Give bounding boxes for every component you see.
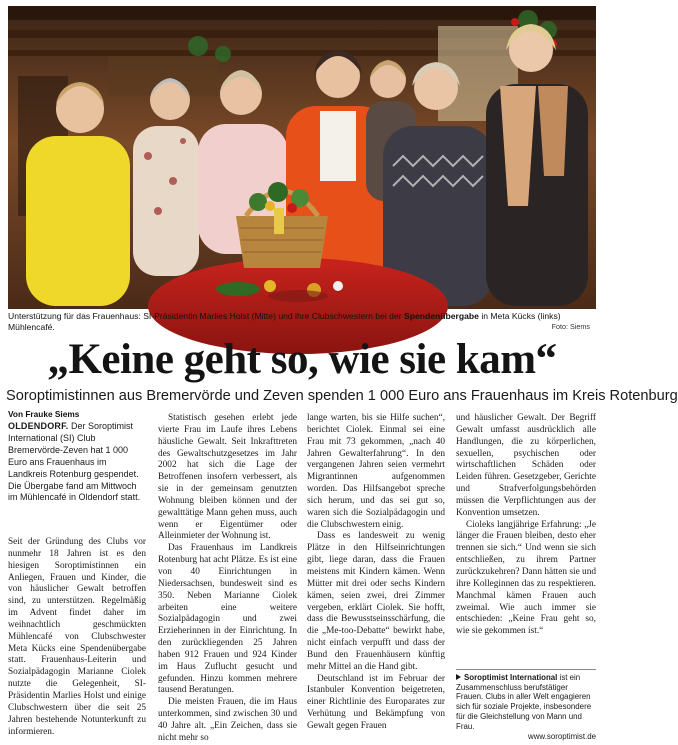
paragraph: Statistisch gesehen erlebt jede vierte Frau im Laufe ihres Lebens häusliche Gewalt. Seit Inkrafttreten des Gewaltschutzgesetzes im Jahr 2002 hat sich die Lage der Betroffenen insofern verbessert, als sie in der gemeinsam genutzten Wohnung bleiben können und der gewalttätige Mann gehen muss, auch wenn er Eigentümer oder Alleinmieter der Wohnung ist. (158, 413, 297, 542)
photo-caption (8, 311, 596, 333)
article-column-1 (8, 537, 146, 738)
paragraph: und häuslicher Gewalt. Der Begriff Gewalt umfasst ausdrücklich alle Handlungen, die zu körperlichen, sexuellen, psychischen oder wirtschaftlichen Schäden oder Leiden führen. Gesetzgeber, Gerichte und Strafverfolgungsbehörden müssen die Verpflichtungen aus der Konvention umsetzen. (456, 413, 596, 518)
article-byline: Von Frauke Siems (8, 409, 80, 419)
paragraph: Die meisten Frauen, die im Haus unterkommen, sind zwischen 30 und 40 Jahre alt. „Ein Zeichen, dass sie nicht mehr so (158, 697, 297, 743)
article-headline: „Keine geht so, wie sie kam“ (47, 336, 557, 383)
dateline: OLDENDORF. (8, 421, 69, 431)
article-lead (8, 421, 143, 504)
paragraph: Das Frauenhaus im Landkreis Rotenburg hat acht Plätze. Es ist eine von 40 Einrichtungen in Niedersachsen, bundesweit sind es 350. Neben Marianne Ciolek arbeiten eine weitere Sozialpädagogin und zwei Erzieherinnen in der Einrichtung. In den zurückliegenden 25 Jahren haben 912 Frauen und 924 Kinder im Haus Zuflucht gesucht und gefunden. Hinzu kommen mehrere tausend Beratungen. (158, 543, 297, 696)
caption-text-1: Unterstützung für das Frauenhaus: SI-Präsidentin Marlies Holst (Mitte) und ihre Clubschwestern bei der (8, 311, 404, 321)
photo-credit: Foto: Siems (551, 322, 590, 331)
paragraph: lange warten, bis sie Hilfe suchen“, berichtet Ciolek. Einmal sei eine Frau mit 73 gekommen, „nach 40 Jahren Gewalterfahrung“. In den vergangenen Jahren seien vermehrt Migrantinnen aufgenommen worden. Das Hilfsangebot spreche sich herum, und das sei gut so, waren sich die Sozialpädagogin und die Clubschwestern einig. (307, 413, 445, 530)
article-column-3 (307, 413, 445, 733)
info-box-url: www.soroptimist.de (528, 732, 596, 742)
info-box (456, 669, 596, 742)
caption-text-2: in Meta Kücks (links) Mühlencafé. (8, 311, 561, 332)
paragraph: Dass es landesweit zu wenig Plätze in den Hilfseinrichtungen gibt, liege daran, dass die Frauen meistens mit Kindern kämen. Wenn Mütter mit drei oder sechs Kindern kämen, seien zwei, drei Zimmer vergeben, erklärt Ciolek. Sie hofft, dass die Bewusstseinsschärfung, die die „Me-too-Debatte“ bewirkt habe, nicht einfach verpufft und dass der Bund den Frauenhäusern künftig mehr Mittel an die Hand gibt. (307, 531, 445, 672)
news-photo (8, 6, 596, 309)
info-box-text: ist ein Zusammenschluss berufstätiger Frauen. Clubs in aller Welt engagieren sich für soziale Projekte, insbesondere für die Gleichstellung von Mann und Frau. (456, 673, 592, 731)
photo-illustration (8, 6, 596, 309)
triangle-bullet-icon (456, 674, 461, 680)
paragraph: Cioleks langjährige Erfahrung: „Je länger die Frauen bleiben, desto eher trennen sie sich.“ Und wenn sie sich entschließen, zu ihrem Partner zurückzukehren? Dann hätten sie und ihre Kolleginnen das zu respektieren. Manchmal kämen Frauen auch zweimal. Wie auch immer sie entschieden: „Keine Frau geht so, wie sie gekommen ist.“ (456, 519, 596, 637)
paragraph: Seit der Gründung des Clubs vor nunmehr 18 Jahren ist es den hiesigen Soroptimistinnen ein Anliegen, Frauen und Kinder, die von häuslicher Gewalt betroffen sind, zu unterstützen. Regelmäßig im Advent findet daher im weihnachtlich geschmückten Mühlencafé von Clubschwester Meta Kücks eine Spendenübergabe statt. Frauenhaus-Leiterin und Sozialpädagogin Marianne Ciolek nutzte die Gelegenheit, SI-Präsidentin Marlies Holst und einige Clubschwestern über die seit 25 Jahren bestehende Notunterkunft zu informieren. (8, 537, 146, 737)
article-column-2 (158, 413, 297, 745)
paragraph: Deutschland ist im Februar der Istanbuler Konvention beigetreten, einer Richtlinie des Europarates zur Verhütung und Bekämpfung von Gewalt gegen Frauen (307, 673, 445, 731)
article-column-4 (456, 413, 596, 638)
info-box-title: Soroptimist International (464, 673, 558, 682)
article-subhead: Soroptimistinnen aus Bremervörde und Zeven spenden 1 000 Euro ans Frauenhaus im Kreis Rotenburg (6, 388, 678, 404)
caption-bold: Spendenübergabe (403, 311, 479, 321)
lead-text: Der Soroptimist International (SI) Club Bremervörde-Zeven hat 1 000 Euro ans Frauenhaus im Landkreis Rotenburg gespendet. Die Übergabe fand am Mittwoch im Mühlencafé in Oldendorf statt. (8, 421, 141, 503)
